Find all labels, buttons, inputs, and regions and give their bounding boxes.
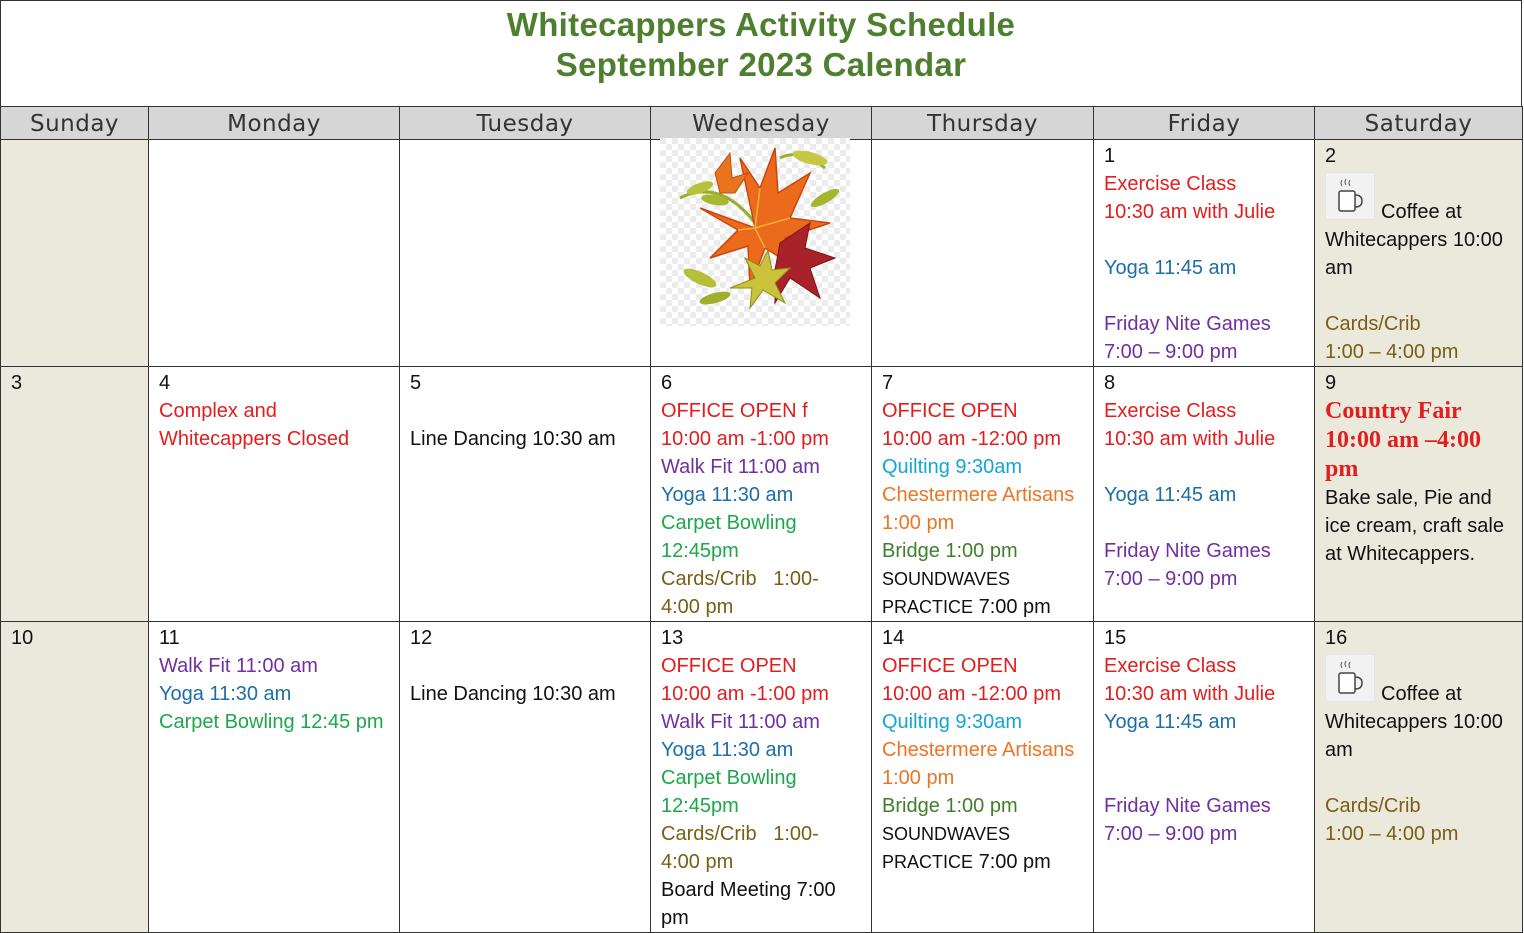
- event-soundwaves: SOUNDWAVES: [882, 824, 1011, 844]
- week-row: [1, 622, 1523, 933]
- day-cell-5: [400, 367, 651, 622]
- event-carpet-bowling: Carpet Bowling: [661, 512, 797, 534]
- day-cell-7: [872, 367, 1094, 622]
- calendar-title: Whitecappers Activity Schedule: [506, 6, 1016, 43]
- event-artisans-time: 1:00 pm: [882, 512, 955, 534]
- event-country-fair-time-line2: pm: [1325, 456, 1359, 482]
- event-office: OFFICE OPEN: [661, 655, 797, 677]
- day-number: 5: [410, 372, 422, 394]
- event-cards-time: 1:00 – 4:00 pm: [1325, 341, 1459, 363]
- event-office: OFFICE OPEN: [882, 655, 1018, 677]
- coffee-mug-icon: [1325, 654, 1375, 702]
- event-cards: Cards/Crib: [1325, 795, 1421, 817]
- event-carpet-bowling: Carpet Bowling 12:45 pm: [159, 711, 384, 733]
- day-number: 1: [1104, 145, 1116, 167]
- event-fair-desc-line3: at Whitecappers.: [1325, 543, 1476, 565]
- day-number: 10: [11, 627, 34, 649]
- event-country-fair: Country Fair: [1325, 398, 1462, 424]
- weekday-tuesday: Tuesday: [400, 107, 651, 140]
- day-cell-16: [1315, 622, 1523, 933]
- week-row: [1, 367, 1523, 622]
- day-number: 15: [1104, 627, 1127, 649]
- event-exercise-time: 10:30 am with Julie: [1104, 201, 1276, 223]
- event-games-time: 7:00 – 9:00 pm: [1104, 568, 1238, 590]
- event-yoga: Yoga 11:45 am: [1104, 257, 1237, 279]
- day-cell-2: [1315, 140, 1523, 367]
- event-soundwaves-time: 7:00 pm: [978, 851, 1051, 873]
- day-cell-4: [149, 367, 400, 622]
- event-cards-time: 1:00 – 4:00 pm: [1325, 823, 1459, 845]
- calendar-header: [0, 0, 1522, 106]
- day-cell-3: [1, 367, 149, 622]
- event-quilting: Quilting 9:30am: [882, 711, 1023, 733]
- event-games-time: 7:00 – 9:00 pm: [1104, 823, 1238, 845]
- day-number: 12: [410, 627, 433, 649]
- event-soundwaves-practice: PRACTICE: [882, 597, 974, 617]
- day-number: 11: [159, 627, 180, 649]
- event-carpet-bowling-time: 12:45pm: [661, 540, 739, 562]
- day-number: 9: [1325, 372, 1337, 394]
- day-cell-empty: [400, 140, 651, 367]
- event-coffee-line3: am: [1325, 739, 1353, 761]
- event-exercise-time: 10:30 am with Julie: [1104, 683, 1276, 705]
- event-cards-time: 4:00 pm: [661, 596, 734, 618]
- event-office-time: 10:00 am -12:00 pm: [882, 683, 1061, 705]
- event-yoga: Yoga 11:45 am: [1104, 484, 1237, 506]
- event-artisans: Chestermere Artisans: [882, 484, 1075, 506]
- event-carpet-bowling: Carpet Bowling: [661, 767, 797, 789]
- event-coffee-line2: Whitecappers 10:00: [1325, 229, 1503, 251]
- event-cards: Cards/Crib 1:00-: [661, 823, 819, 845]
- day-number: 7: [882, 372, 894, 394]
- event-office-time: 10:00 am -1:00 pm: [661, 428, 829, 450]
- day-cell-6: [651, 367, 872, 622]
- event-office: OFFICE OPEN f: [661, 400, 808, 422]
- event-carpet-bowling-time: 12:45pm: [661, 795, 739, 817]
- event-cards: Cards/Crib 1:00-: [661, 568, 819, 590]
- event-yoga: Yoga 11:30 am: [661, 739, 794, 761]
- event-cards-time: 4:00 pm: [661, 851, 734, 873]
- day-number: 8: [1104, 372, 1116, 394]
- event-exercise: Exercise Class: [1104, 173, 1237, 195]
- event-country-fair-time: 10:00 am –4:00: [1325, 427, 1481, 453]
- event-soundwaves-practice: PRACTICE: [882, 852, 974, 872]
- event-office: OFFICE OPEN: [882, 400, 1018, 422]
- day-number: 16: [1325, 627, 1348, 649]
- event-games: Friday Nite Games: [1104, 795, 1271, 817]
- autumn-leaves-image: [660, 138, 850, 326]
- event-office-time: 10:00 am -12:00 pm: [882, 428, 1061, 450]
- day-cell-9: [1315, 367, 1523, 622]
- weekday-wednesday: Wednesday: [651, 107, 872, 140]
- weekday-monday: Monday: [149, 107, 400, 140]
- day-cell-12: [400, 622, 651, 933]
- event-closed-line2: Whitecappers Closed: [159, 428, 350, 450]
- event-cards: Cards/Crib: [1325, 313, 1421, 335]
- day-cell-empty: [1, 140, 149, 367]
- event-exercise: Exercise Class: [1104, 400, 1237, 422]
- event-line-dancing: Line Dancing 10:30 am: [410, 683, 616, 705]
- event-coffee: Coffee at: [1381, 683, 1462, 705]
- event-yoga: Yoga 11:30 am: [661, 484, 794, 506]
- coffee-mug-icon: [1325, 172, 1375, 220]
- event-line-dancing: Line Dancing 10:30 am: [410, 428, 616, 450]
- day-number: 13: [661, 627, 684, 649]
- event-coffee-line3: am: [1325, 257, 1353, 279]
- event-walk-fit: Walk Fit 11:00 am: [159, 655, 318, 677]
- weekday-sunday: Sunday: [1, 107, 149, 140]
- day-cell-empty: [872, 140, 1094, 367]
- event-quilting: Quilting 9:30am: [882, 456, 1023, 478]
- weekday-friday: Friday: [1094, 107, 1315, 140]
- event-artisans-time: 1:00 pm: [882, 767, 955, 789]
- day-cell-1: [1094, 140, 1315, 367]
- event-yoga: Yoga 11:45 am: [1104, 711, 1237, 733]
- event-games: Friday Nite Games: [1104, 313, 1271, 335]
- day-cell-11: [149, 622, 400, 933]
- day-cell-10: [1, 622, 149, 933]
- event-bridge: Bridge 1:00 pm: [882, 540, 1018, 562]
- event-coffee-line2: Whitecappers 10:00: [1325, 711, 1503, 733]
- event-yoga: Yoga 11:30 am: [159, 683, 292, 705]
- day-number: 2: [1325, 145, 1337, 167]
- day-cell-14: [872, 622, 1094, 933]
- day-cell-15: [1094, 622, 1315, 933]
- calendar-subtitle: September 2023 Calendar: [555, 46, 967, 83]
- event-board-meeting-line2: pm: [661, 907, 689, 929]
- weekday-saturday: Saturday: [1315, 107, 1523, 140]
- event-soundwaves: SOUNDWAVES: [882, 569, 1011, 589]
- event-closed: Complex and: [159, 400, 277, 422]
- event-walk-fit: Walk Fit 11:00 am: [661, 456, 820, 478]
- event-exercise: Exercise Class: [1104, 655, 1237, 677]
- day-number: 3: [11, 372, 23, 394]
- event-bridge: Bridge 1:00 pm: [882, 795, 1018, 817]
- event-fair-desc: Bake sale, Pie and: [1325, 487, 1492, 509]
- day-cell-8: [1094, 367, 1315, 622]
- event-games: Friday Nite Games: [1104, 540, 1271, 562]
- event-artisans: Chestermere Artisans: [882, 739, 1075, 761]
- day-number: 4: [159, 372, 171, 394]
- weekday-header-row: [1, 107, 1523, 140]
- weekday-thursday: Thursday: [872, 107, 1094, 140]
- event-games-time: 7:00 – 9:00 pm: [1104, 341, 1238, 363]
- event-soundwaves-time: 7:00 pm: [978, 596, 1051, 618]
- day-cell-empty: [149, 140, 400, 367]
- event-fair-desc-line2: ice cream, craft sale: [1325, 515, 1504, 537]
- day-number: 6: [661, 372, 673, 394]
- event-exercise-time: 10:30 am with Julie: [1104, 428, 1276, 450]
- event-office-time: 10:00 am -1:00 pm: [661, 683, 829, 705]
- day-number: 14: [882, 627, 905, 649]
- day-cell-13: [651, 622, 872, 933]
- event-coffee: Coffee at: [1381, 201, 1462, 223]
- event-walk-fit: Walk Fit 11:00 am: [661, 711, 820, 733]
- event-board-meeting: Board Meeting 7:00: [661, 879, 836, 901]
